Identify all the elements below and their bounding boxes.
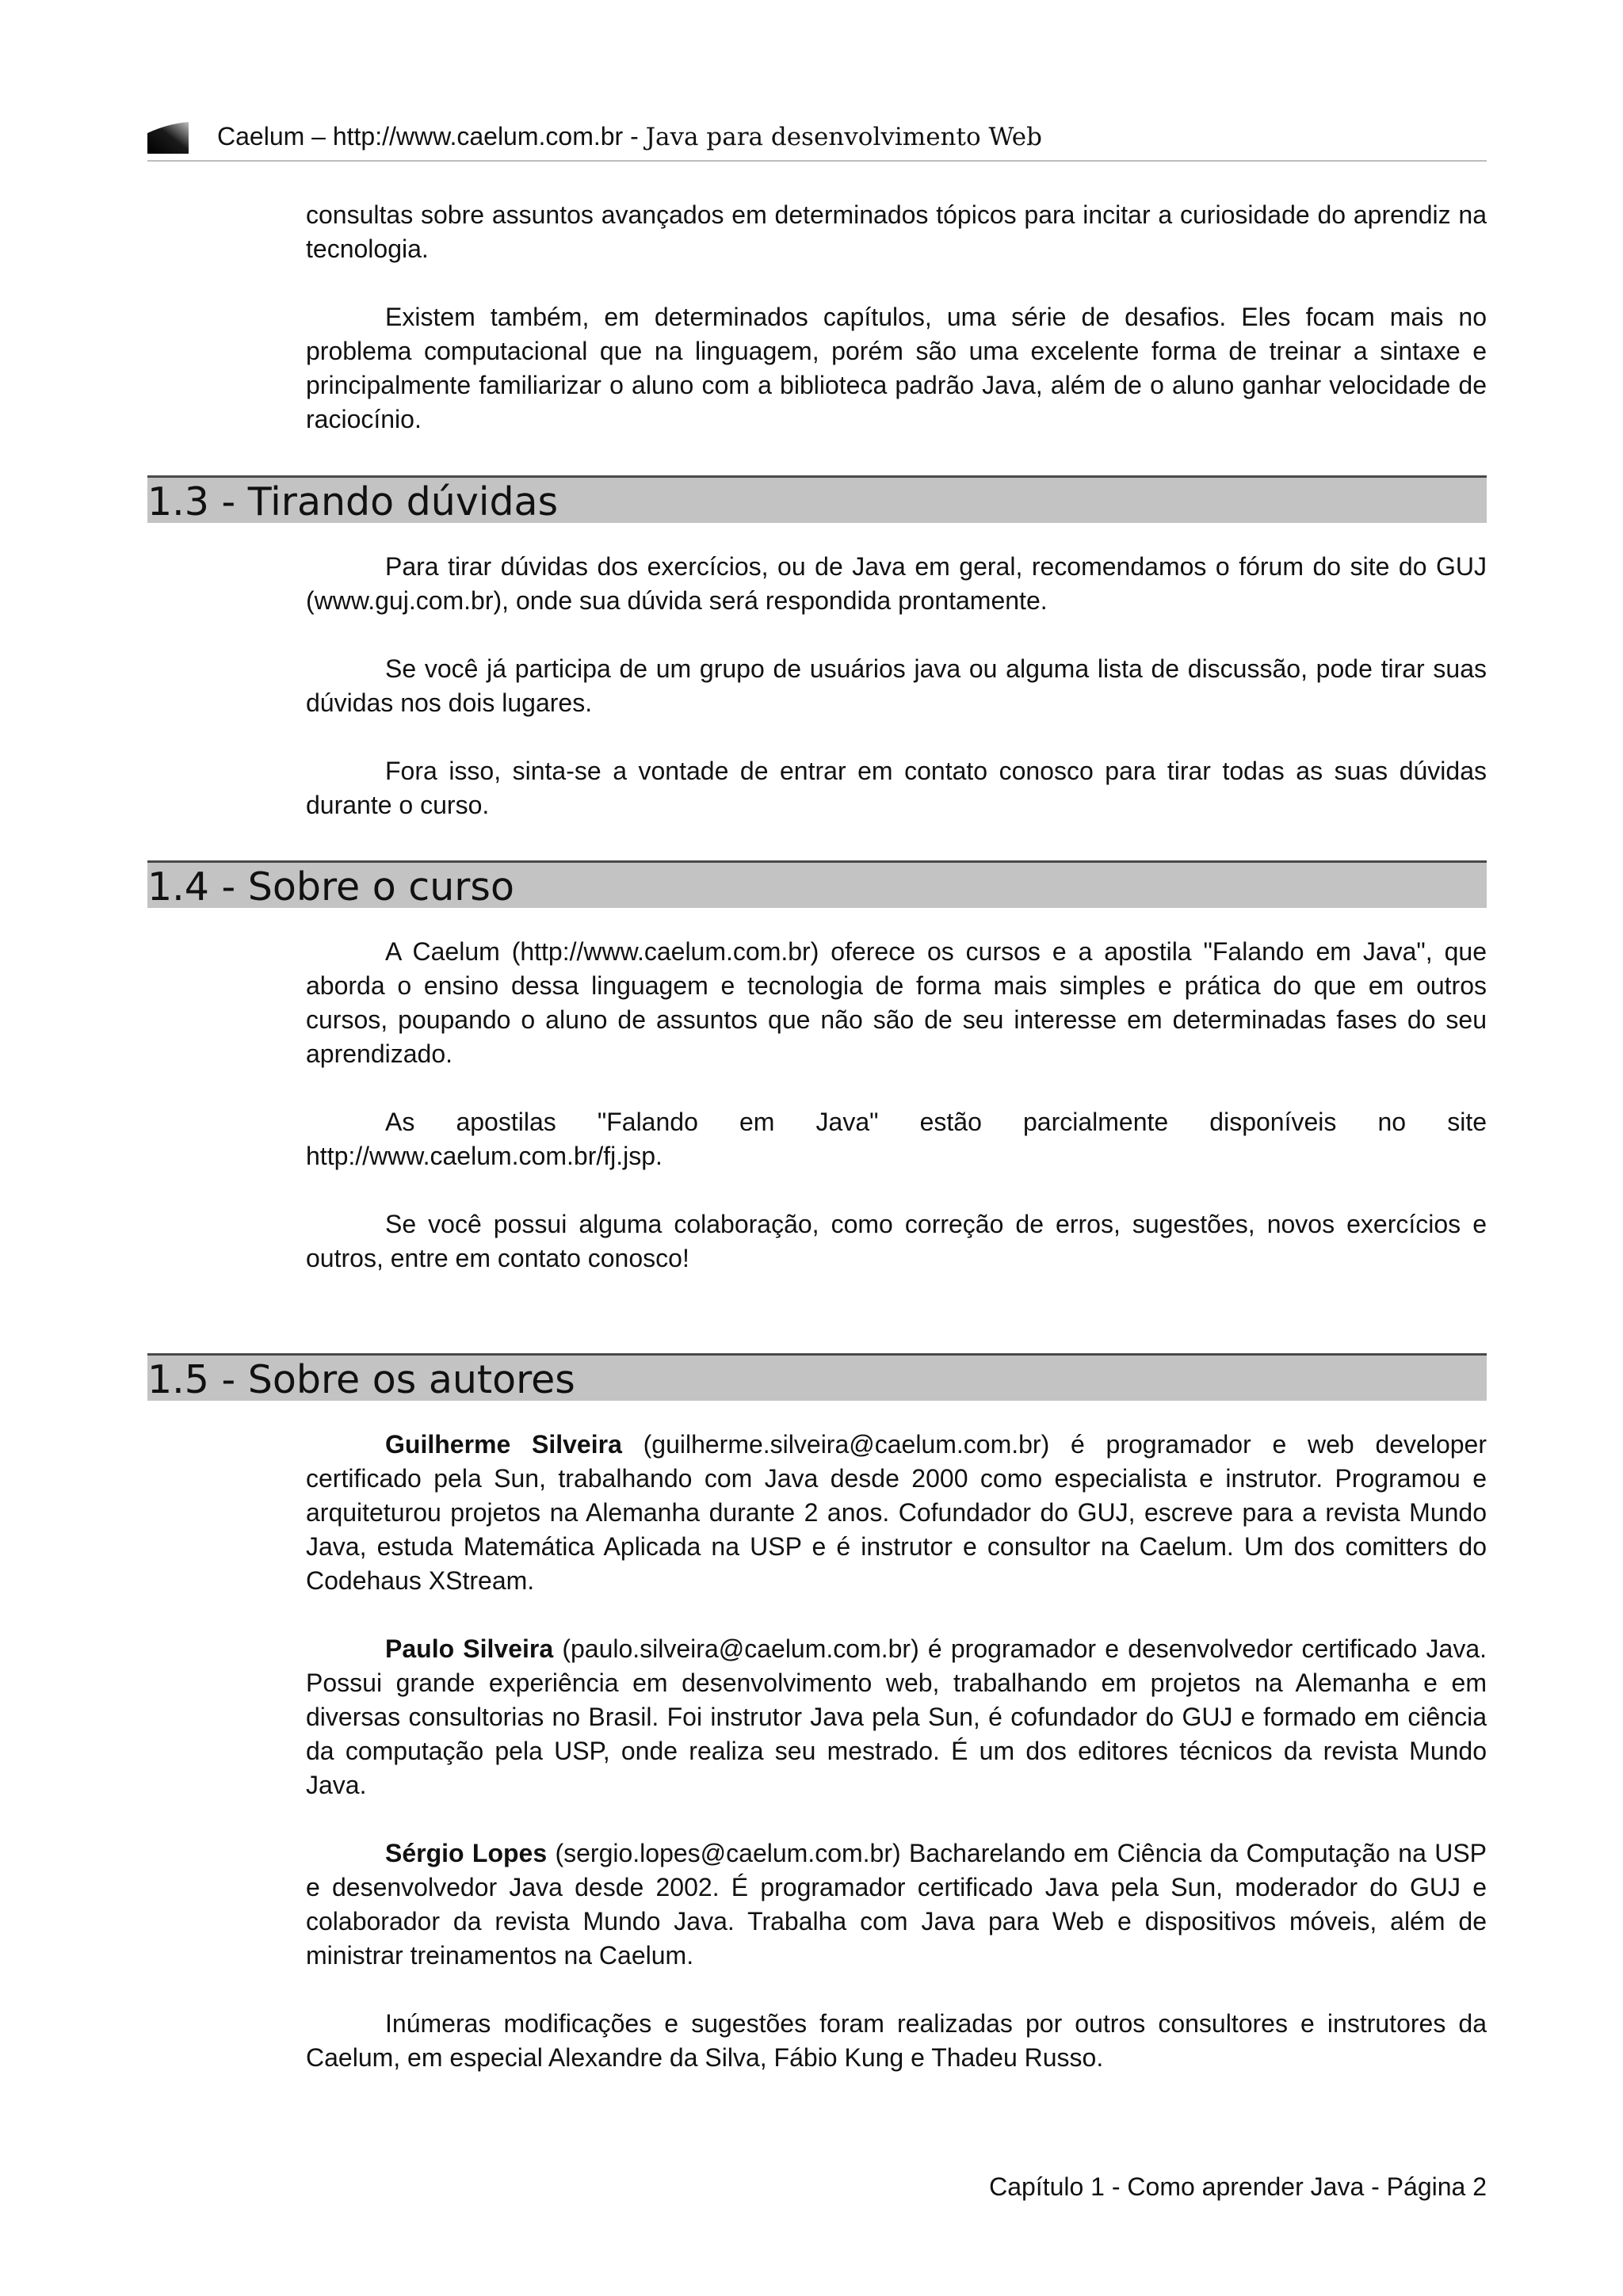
section-heading: 1.3 - Tirando dúvidas — [147, 475, 1487, 523]
page-header — [147, 117, 1487, 162]
header-text — [217, 120, 1042, 153]
header-book-title: Java para desenvolvimento Web — [645, 123, 1042, 151]
author-paragraph — [306, 1836, 1487, 1973]
paragraph: Se você já participa de um grupo de usuários java ou alguma lista de discussão, pode tirar suas dúvidas nos dois lugares. — [306, 654, 1487, 717]
header-site: Caelum – http://www.caelum.com.br - — [217, 122, 639, 151]
paragraph: As apostilas "Falando em Java" estão parcialmente disponíveis no site http://www.caelum.com.br/fj.jsp. — [306, 1108, 1487, 1170]
paragraph: A Caelum (http://www.caelum.com.br) oferece os cursos e a apostila "Falando em Java", que aborda o ensino dessa linguagem e tecnologia de forma mais simples e prática do que em outros cursos, poupando o aluno de assuntos que não são de seu interesse em determinadas fases do seu aprendizado. — [306, 937, 1487, 1068]
intro-block — [306, 198, 1487, 437]
author-name: Sérgio Lopes — [385, 1839, 548, 1867]
author-bio: (guilherme.silveira@caelum.com.br) é programador e web developer certificado pela Sun, trabalhando com Java desde 2000 como especialista e instrutor. Programou e arquiteturou projetos na Alemanha durante 2 anos. Cofundador do GUJ, escreve para a revista Mundo Java, estuda Matemática Aplicada na USP e é instrutor e consultor na Caelum. Um dos comitters do Codehaus XStream. — [306, 1430, 1487, 1595]
paragraph: Se você possui alguma colaboração, como correção de erros, sugestões, novos exercícios e outros, entre em contato conosco! — [306, 1210, 1487, 1272]
section-1-4-body — [306, 935, 1487, 1276]
paragraph: Existem também, em determinados capítulos, uma série de desafios. Eles focam mais no problema computacional que na linguagem, porém são uma excelente forma de treinar a sintaxe e principalmente familiarizar o aluno com a biblioteca padrão Java, além de o aluno ganhar velocidade de raciocínio. — [306, 303, 1487, 433]
paragraph: Para tirar dúvidas dos exercícios, ou de Java em geral, recomendamos o fórum do site do GUJ (www.guj.com.br), onde sua dúvida será respondida prontamente. — [306, 552, 1487, 615]
author-paragraph — [306, 1428, 1487, 1598]
paragraph: consultas sobre assuntos avançados em determinados tópicos para incitar a curiosidade do aprendiz na tecnologia. — [306, 200, 1487, 263]
section-heading: 1.4 - Sobre o curso — [147, 860, 1487, 908]
author-paragraph — [306, 1632, 1487, 1802]
page-footer: Capítulo 1 - Como aprender Java - Página 2 — [989, 2172, 1487, 2201]
section-1-3-body — [306, 550, 1487, 822]
paragraph: Inúmeras modificações e sugestões foram realizadas por outros consultores e instrutores da Caelum, em especial Alexandre da Silva, Fábio Kung e Thadeu Russo. — [306, 2009, 1487, 2072]
section-heading: 1.5 - Sobre os autores — [147, 1353, 1487, 1401]
paragraph: Fora isso, sinta-se a vontade de entrar em contato conosco para tirar todas as suas dúvidas durante o curso. — [306, 757, 1487, 819]
author-bio: (paulo.silveira@caelum.com.br) é programador e desenvolvedor certificado Java. Possui grande experiência em desenvolvimento web, trabalhando em projetos na Alemanha e em diversas consultorias no Brasil. Foi instrutor Java pela Sun, é cofundador do GUJ e formado em ciência da computação pela USP, onde realiza seu mestrado. É um dos editores técnicos da revista Mundo Java. — [306, 1634, 1487, 1799]
section-1-5-body — [306, 1428, 1487, 2075]
author-bio: (sergio.lopes@caelum.com.br) Bacharelando em Ciência da Computação na USP e desenvolvedor Java desde 2002. É programador certificado Java pela Sun, moderador do GUJ e colaborador da revista Mundo Java. Trabalha com Java para Web e dispositivos móveis, além de ministrar treinamentos na Caelum. — [306, 1839, 1487, 1970]
author-name: Paulo Silveira — [385, 1634, 554, 1663]
author-name: Guilherme Silveira — [385, 1430, 622, 1459]
caelum-logo-icon — [147, 122, 189, 154]
